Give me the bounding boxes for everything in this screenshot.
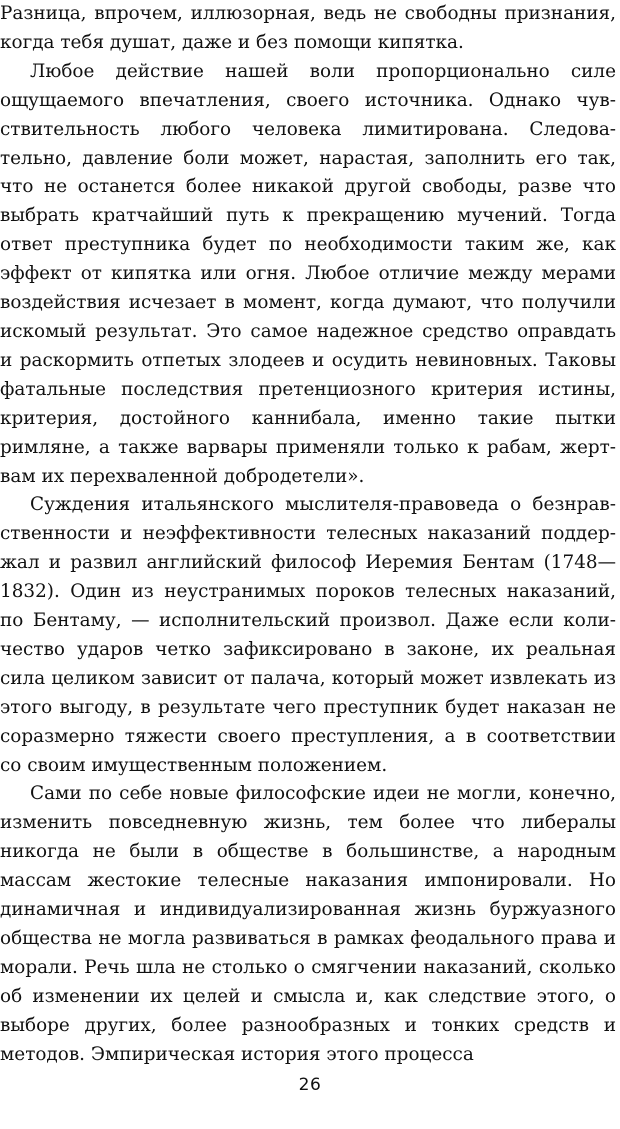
paragraph-continuation: Разница, впрочем, иллюзорная, ведь не свободны признания, когда тебя душат, даже и без помощи кипятка. xyxy=(0,3,616,53)
paragraph-will-and-pain: Любое действие нашей воли пропорционально силе ощущаемого впечатления, своего источника. Однако чувствительность любого человека лимитирована. Следовательно, давление боли может, нарастая, заполнить его так, что не останется более никакой другой свободы, разве что выбрать кратчайший путь к прекращению мучений. Тогда ответ преступника будет по необходимости таким же, как эффект от кипятка или огня. Любое отличие между мерами воздействия исчезает в момент, когда думают, что получили искомый результат. Это самое надежное средство оправдать и раскормить отпетых злодеев и осудить невиновных. Таковы фатальные последствия претенциозного критерия истины, критерия, достойного каннибала, именно такие пытки римляне, а также варвары применяли только к рабам, жертвам их перехваленной добродетели». xyxy=(0,60,616,487)
paragraph-new-ideas: Сами по себе новые философские идеи не могли, конечно, изменить повседневную жизнь, тем более что либералы никогда не были в обществе в большинстве, а народным массам жестокие телесные наказания импонировали. Но динамичная и индивидуализированная жизнь буржуазного общества не могла развиваться в рамках феодального права и морали. Речь шла не столько о смягчении наказаний, сколько об изменении их целей и смысла и, как следствие этого, о выборе других, более разнообразных и тонких средств и методов. Эмпирическая история этого процесса xyxy=(0,783,616,1065)
paragraph-bentham: Суждения итальянского мыслителя-правоведа о безнравственности и неэффективности телесных наказаний поддержал и развил английский философ Иеремия Бентам (1748—1832). Один из неустранимых пороков телесных наказаний, по Бентаму, — исполнительский произвол. Даже если количество ударов четко зафиксировано в законе, их реальная сила целиком зависит от палача, который может извлекать из этого выгоду, в результате чего преступник будет наказан не соразмерно тяжести своего преступления, а в соответствии со своим имущественным положением. xyxy=(0,494,616,776)
page-number: 26 xyxy=(298,1075,322,1095)
